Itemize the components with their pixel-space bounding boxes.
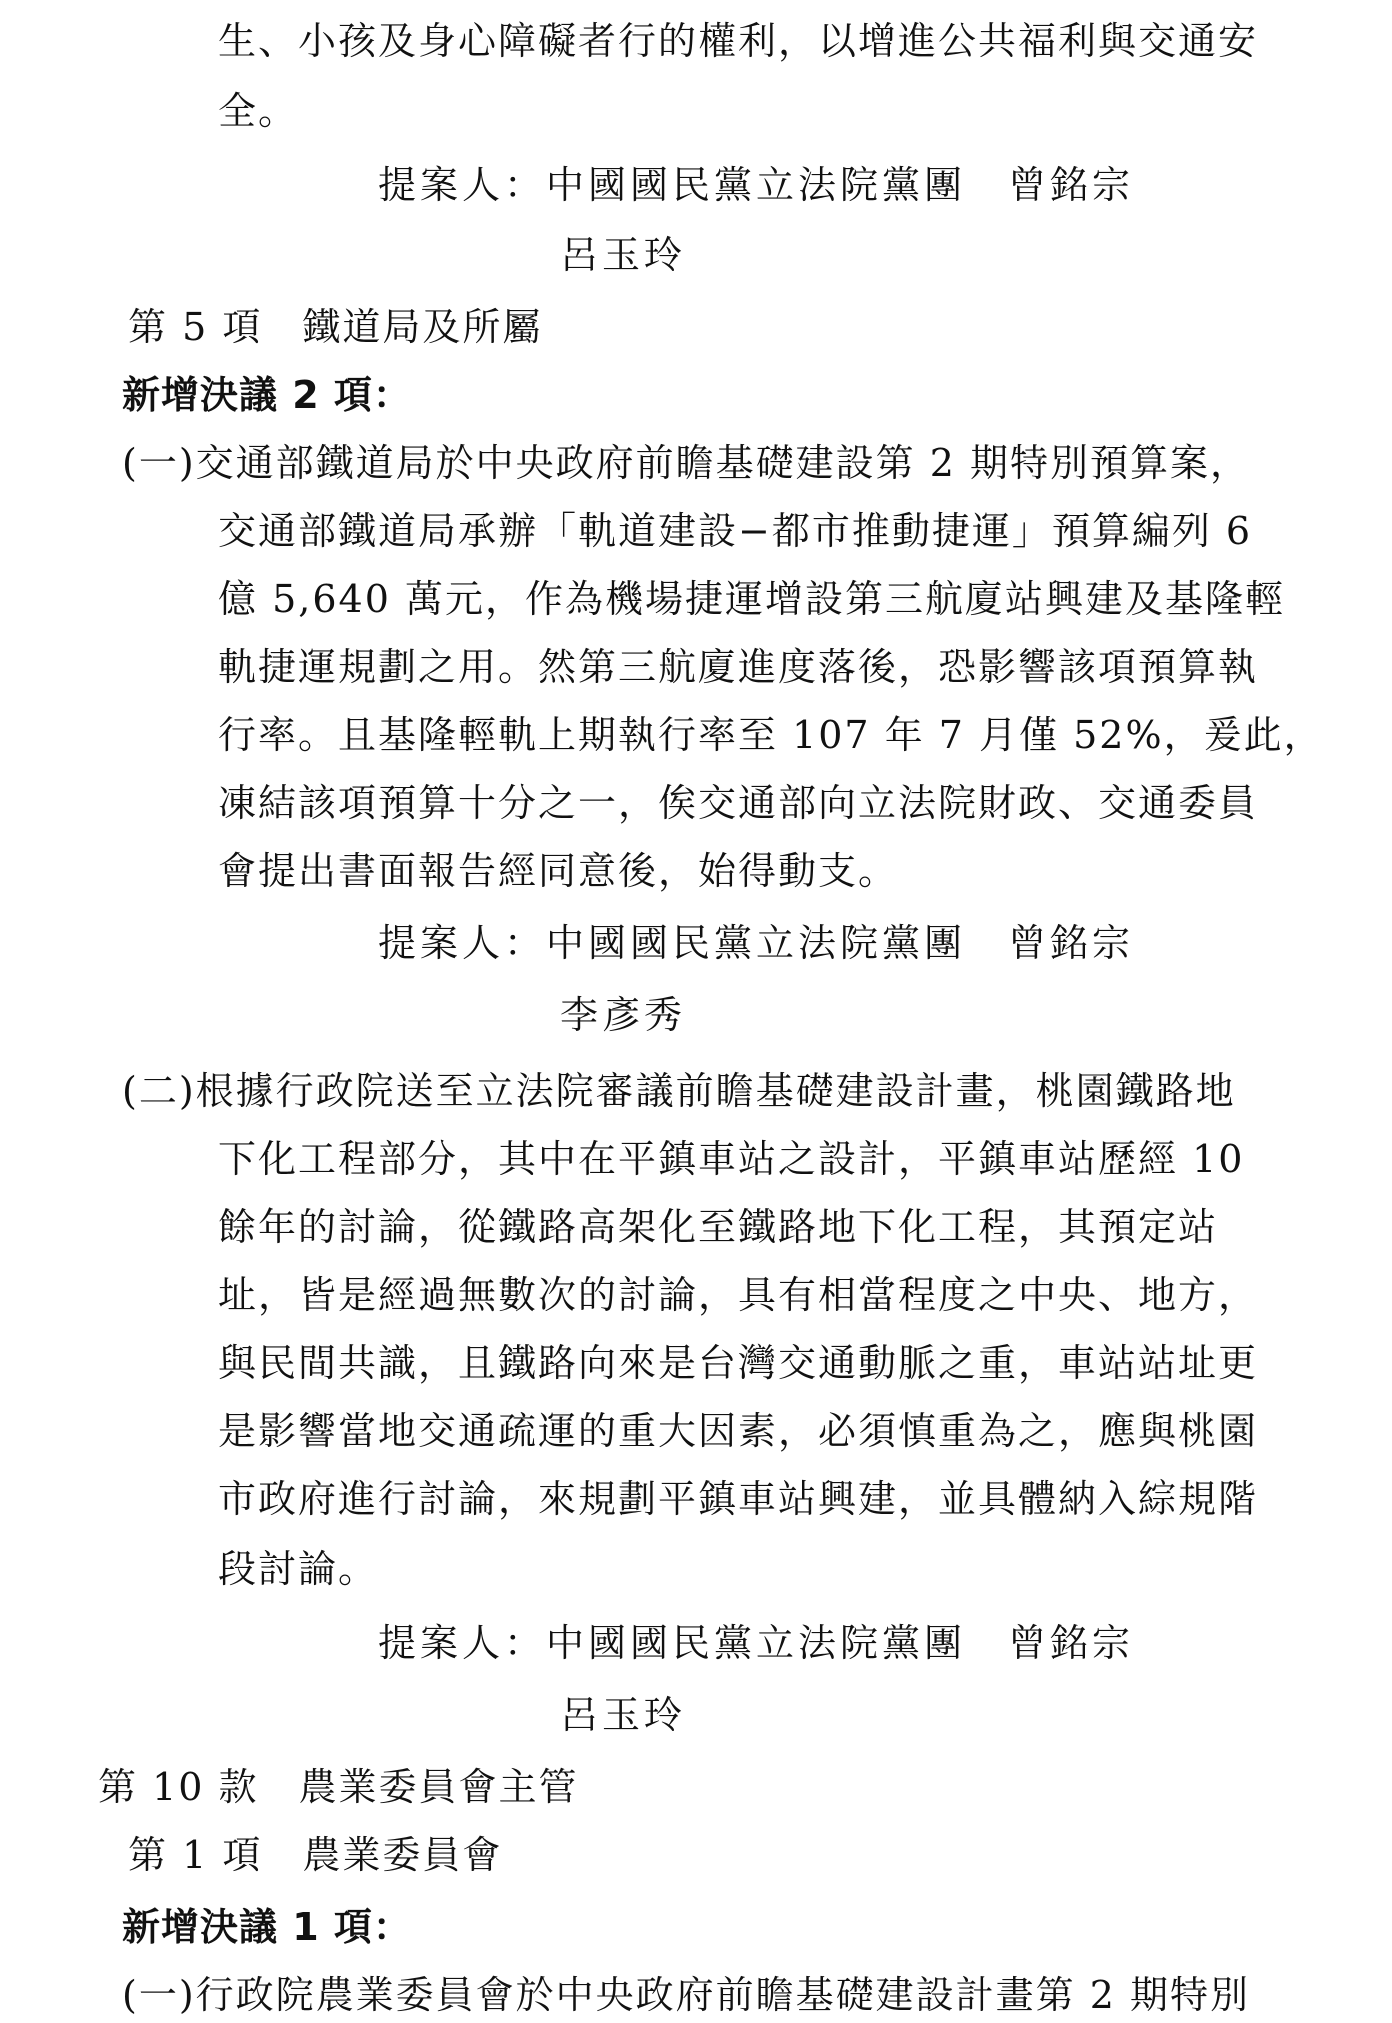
section-heading: 第 10 款 農業委員會主管 (98, 1765, 579, 1809)
proposer-line: 提案人：中國國民黨立法院黨團 曾銘宗 (378, 921, 1135, 965)
resolution-line: 行率。且基隆輕軌上期執行率至 107 年 7 月僅 52%，爰此， (218, 713, 1324, 757)
intro-paragraph-line: 生、小孩及身心障礙者行的權利，以增進公共福利與交通安 (218, 19, 1259, 63)
proposer-line: 提案人：中國國民黨立法院黨團 曾銘宗 (378, 163, 1135, 207)
resolution-line: 軌捷運規劃之用。然第三航廈進度落後，恐影響該項預算執 (218, 645, 1259, 689)
item-heading: 第 1 項 農業委員會 (128, 1833, 503, 1877)
resolution-line: 會提出書面報告經同意後，始得動支。 (218, 849, 899, 893)
resolution-count-heading: 新增決議 1 項： (122, 1905, 412, 1949)
resolution-line: 億 5,640 萬元，作為機場捷運增設第三航廈站興建及基隆輕 (218, 577, 1285, 621)
resolution-line: 交通部鐵道局承辦「軌道建設−都市推動捷運」預算編列 6 (218, 509, 1253, 553)
cosigner-name: 呂玉玲 (560, 1693, 687, 1737)
proposer-line: 提案人：中國國民黨立法院黨團 曾銘宗 (378, 1621, 1135, 1665)
resolution-line: (一)行政院農業委員會於中央政府前瞻基礎建設計畫第 2 期特別 (122, 1973, 1250, 2017)
resolution-line: (一)交通部鐵道局於中央政府前瞻基礎建設第 2 期特別預算案， (122, 441, 1250, 485)
resolution-line: 市政府進行討論，來規劃平鎮車站興建，並具體納入綜規階 (218, 1477, 1259, 1521)
resolution-line: 下化工程部分，其中在平鎮車站之設計，平鎮車站歷經 10 (218, 1137, 1245, 1181)
intro-paragraph-line: 全。 (218, 89, 299, 133)
item-heading: 第 5 項 鐵道局及所屬 (128, 305, 543, 349)
cosigner-name: 呂玉玲 (560, 233, 687, 277)
cosigner-name: 李彥秀 (560, 993, 687, 1037)
resolution-line: 凍結該項預算十分之一，俟交通部向立法院財政、交通委員 (218, 781, 1259, 825)
resolution-count-heading: 新增決議 2 項： (122, 373, 412, 417)
resolution-line: 餘年的討論，從鐵路高架化至鐵路地下化工程，其預定站 (218, 1205, 1219, 1249)
resolution-line: 址，皆是經過無數次的討論，具有相當程度之中央、地方， (218, 1273, 1259, 1317)
resolution-line: 段討論。 (218, 1547, 379, 1591)
resolution-line: 與民間共識，且鐵路向來是台灣交通動脈之重，車站站址更 (218, 1341, 1259, 1385)
resolution-line: (二)根據行政院送至立法院審議前瞻基礎建設計畫，桃園鐵路地 (122, 1069, 1236, 1113)
resolution-line: 是影響當地交通疏運的重大因素，必須慎重為之，應與桃園 (218, 1409, 1259, 1453)
